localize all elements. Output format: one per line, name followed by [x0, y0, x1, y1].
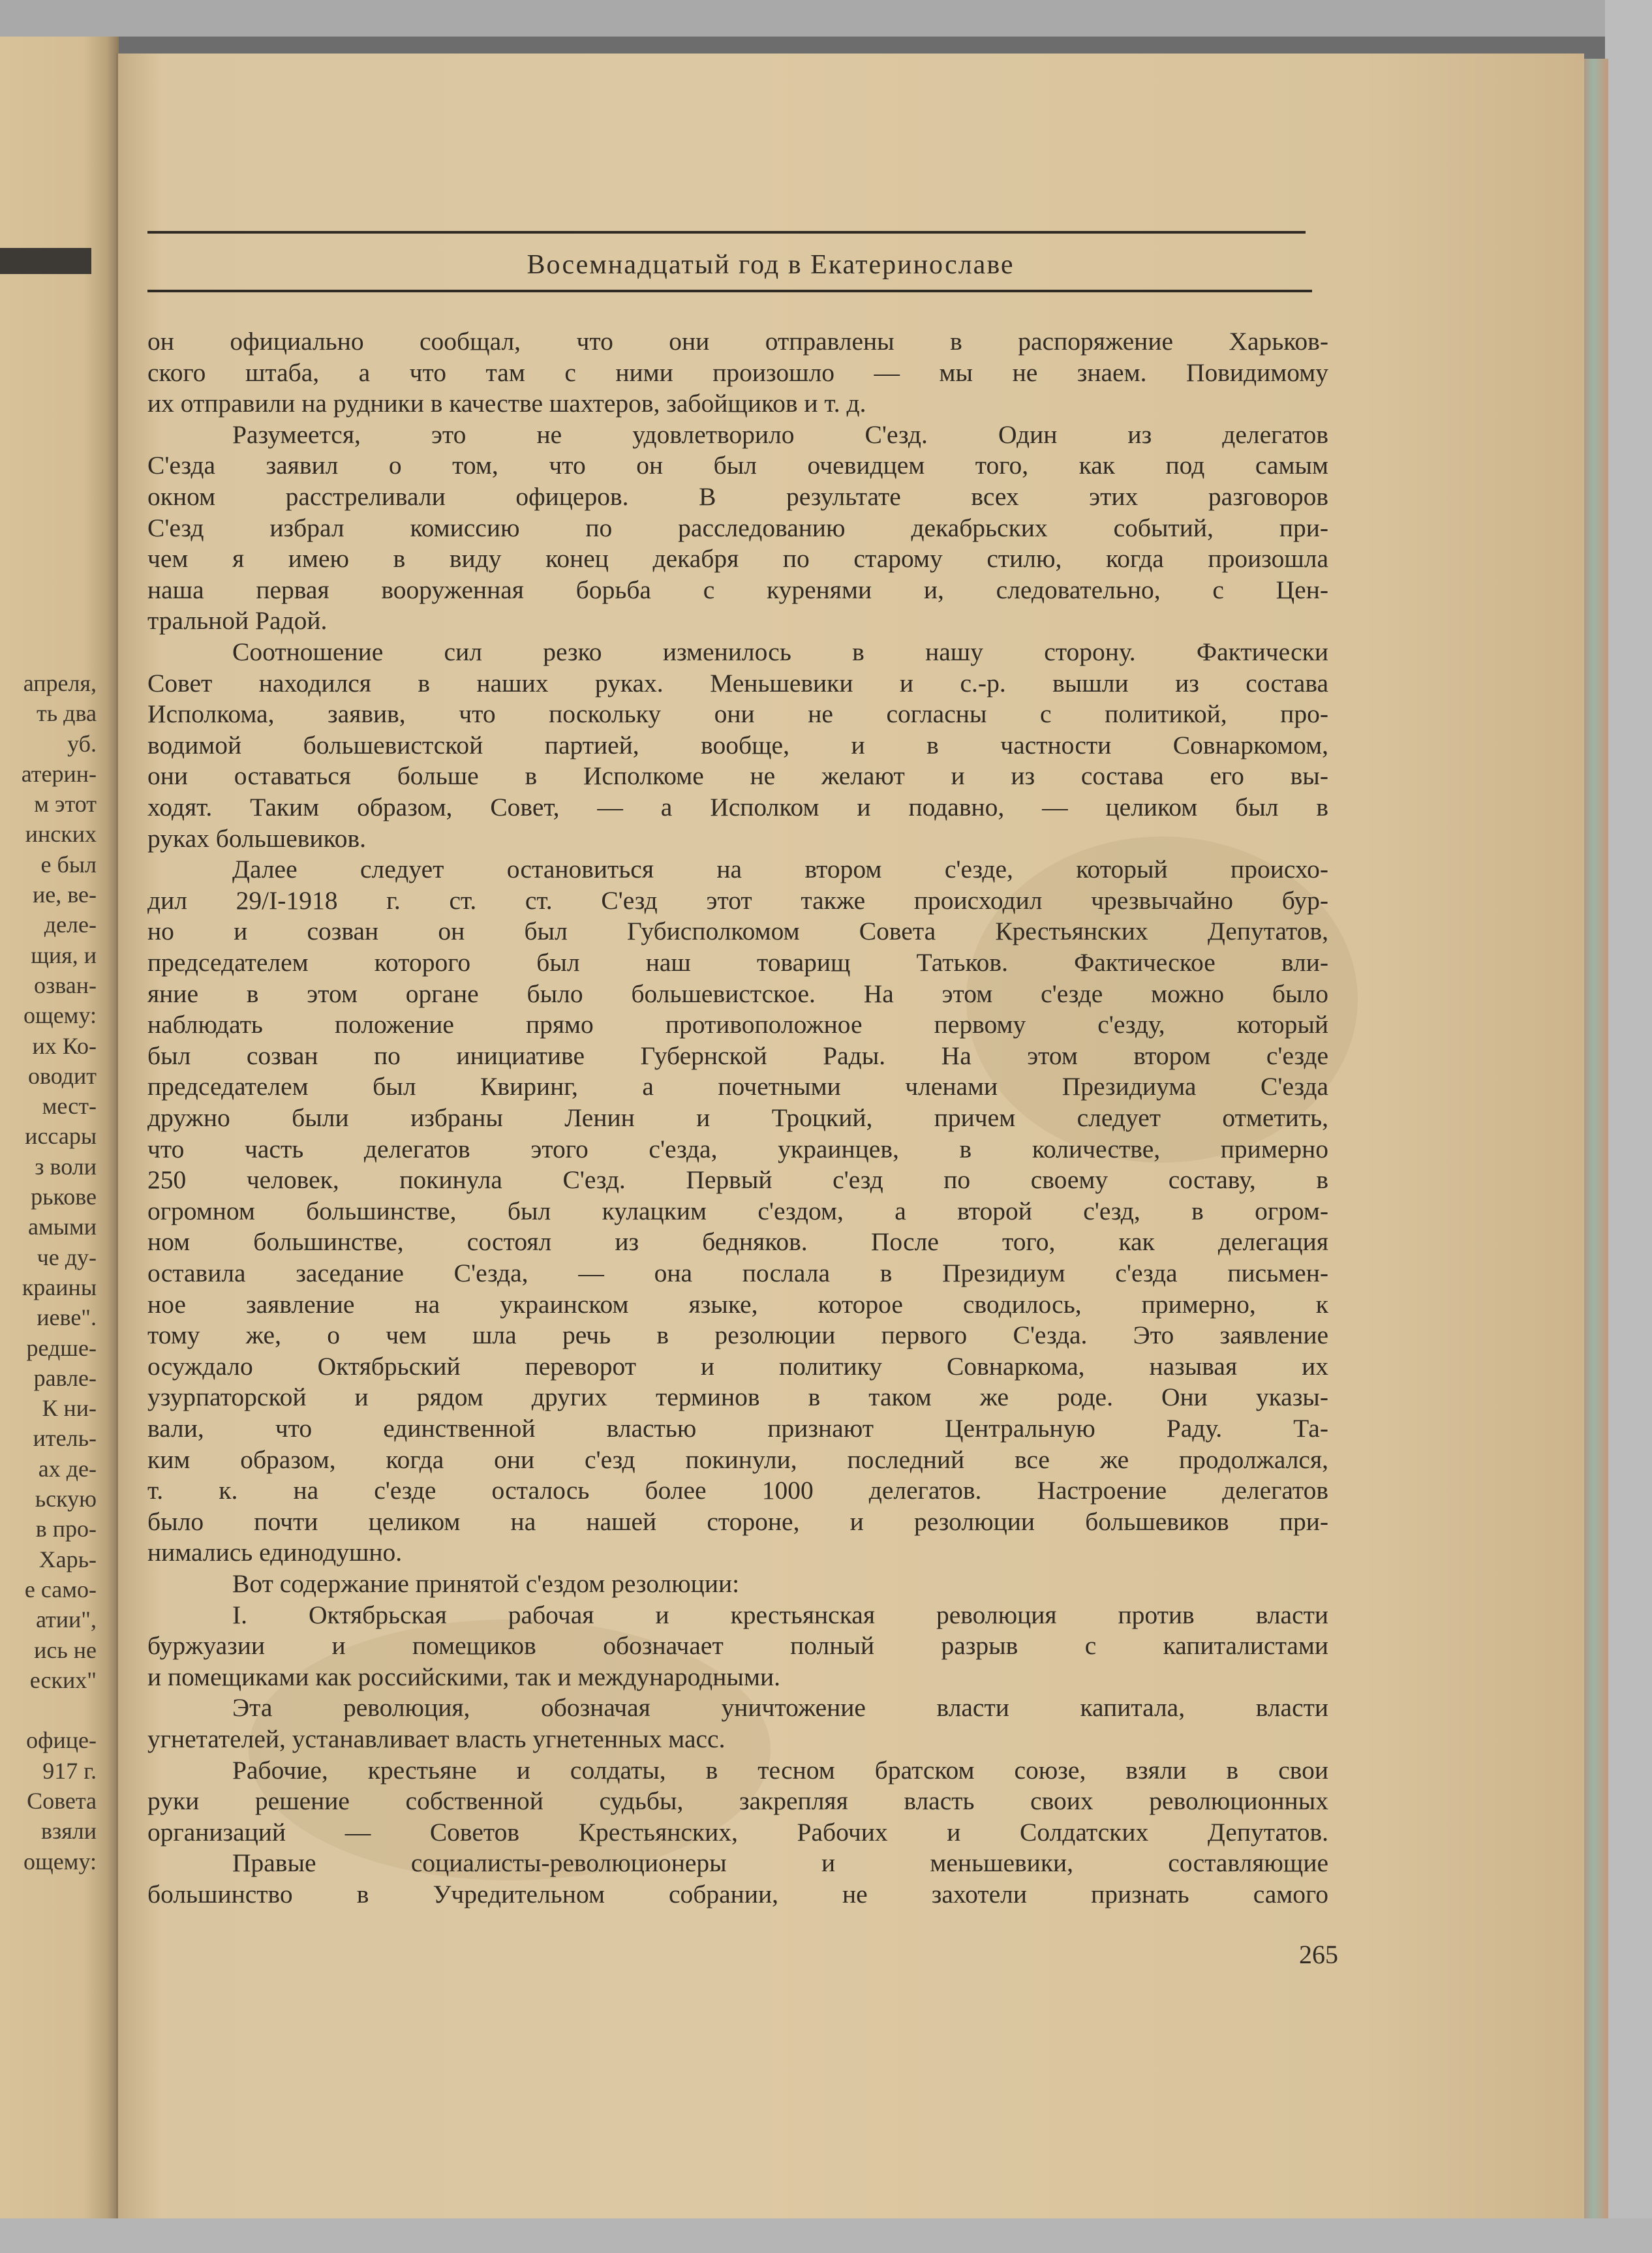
facing-page-left: [0, 37, 119, 2218]
body-line: I. Октябрьская рабочая и крестьянская революция против власти: [232, 1600, 1328, 1629]
scan-background-bottom: [0, 2218, 1652, 2253]
facing-page-line: атии",: [35, 1606, 97, 1633]
body-line: что часть делегатов этого с'езда, украинцев, в количестве, примерно: [147, 1134, 1328, 1163]
facing-page-line: че ду-: [37, 1244, 97, 1270]
facing-page-header-bar: [0, 248, 91, 274]
facing-page-line: краины: [22, 1274, 97, 1300]
facing-page-line: апреля,: [23, 670, 97, 696]
facing-page-line: ие, ве-: [33, 881, 97, 908]
body-line: наблюдать положение прямо противоположное первому с'езду, который: [147, 1010, 1328, 1039]
header-rule-top: [147, 231, 1306, 234]
book-page: [116, 54, 1584, 2218]
facing-page-line: еских": [29, 1666, 97, 1693]
body-line: был созван по инициативе Губернской Рады. На этом втором с'езде: [147, 1041, 1328, 1070]
facing-page-line: озван-: [34, 972, 97, 998]
facing-page-line: з воли: [35, 1153, 97, 1180]
body-line: ходят. Таким образом, Совет, — а Исполком и подавно, — целиком был в: [147, 793, 1328, 821]
body-line: он официально сообщал, что они отправлены в распоряжение Харьков-: [147, 327, 1328, 356]
facing-page-line: ись не: [34, 1636, 97, 1663]
body-line: руках большевиков.: [147, 823, 366, 853]
facing-page-line: амыми: [28, 1214, 97, 1240]
facing-page-line: ьскую: [35, 1486, 97, 1512]
body-line: С'езд избрал комиссию по расследованию декабрьских событий, при-: [147, 513, 1328, 542]
scan-background-top: [0, 0, 1652, 37]
body-line: вали, что единственной властью признают Центральную Раду. Та-: [147, 1414, 1328, 1443]
facing-page-line: К ни-: [42, 1395, 97, 1422]
body-line: дил 29/I-1918 г. ст. ст. С'езд этот также происходил чрезвычайно бур-: [147, 885, 1328, 915]
body-line: ского штаба, а что там с ними произошло — мы не знаем. Повидимому: [147, 358, 1328, 387]
body-line: их отправили на рудники в качестве шахтеров, забойщиков и т. д.: [147, 389, 866, 418]
facing-page-line: иссары: [25, 1123, 97, 1150]
body-line: Совет находился в наших руках. Меньшевики и с.-р. вышли из состава: [147, 668, 1328, 697]
facing-page-line: Совета: [27, 1787, 97, 1814]
body-line: Правые социалисты-революционеры и меньшевики, составляющие: [232, 1848, 1328, 1878]
body-line: ном большинстве, состоял из бедняков. После того, как делегация: [147, 1227, 1328, 1257]
facing-page-line: Харь-: [38, 1546, 97, 1572]
running-title: Восемнадцатый год в Екатеринославе: [527, 250, 1015, 280]
facing-page-line: редше-: [26, 1334, 97, 1361]
page-number: 265: [1299, 1940, 1338, 1969]
body-line: они оставаться больше в Исполкоме не желают и из состава его вы-: [147, 761, 1328, 791]
facing-page-line: атерин-: [21, 760, 97, 787]
body-line: организаций — Советов Крестьянских, Рабочих и Солдатских Депутатов.: [147, 1817, 1328, 1847]
facing-page-line: иеве".: [37, 1304, 97, 1331]
body-line: тральной Радой.: [147, 606, 328, 636]
facing-page-line: рькове: [31, 1184, 97, 1210]
facing-page-line: взяли: [40, 1818, 97, 1845]
facing-page-line: [0, 1695, 97, 1725]
facing-page-text: [0, 668, 97, 1877]
body-line: оставила заседание С'езда, — она послала в Президиум с'езда письмен-: [147, 1259, 1328, 1287]
facing-page-line: е само-: [24, 1576, 97, 1602]
facing-page-line: мест-: [42, 1093, 97, 1120]
body-line: Разумеется, это не удовлетворило С'езд. Один из делегатов: [232, 420, 1328, 449]
body-line: тому же, о чем шла речь в резолюции первого С'езда. Это заявление: [147, 1321, 1328, 1350]
facing-page-line: в про-: [35, 1516, 97, 1542]
facing-page-line: ощему:: [23, 1002, 97, 1029]
body-line: Исполкома, заявив, что поскольку они не согласны с политикой, про-: [147, 699, 1328, 729]
facing-page-line: ть два: [37, 700, 97, 727]
body-line: ким образом, когда они с'езд покинули, последний все же продолжался,: [147, 1445, 1328, 1474]
body-line: наша первая вооруженная борьба с куренями и, следовательно, с Цен-: [147, 575, 1328, 604]
facing-page-line: равле-: [33, 1364, 97, 1391]
body-line: председателем которого был наш товарищ Татьков. Фактическое вли-: [147, 948, 1328, 977]
body-line: председателем был Квиринг, а почетными членами Президиума С'езда: [147, 1072, 1328, 1101]
body-line: узурпаторской и рядом других терминов в таком же роде. Они указы-: [147, 1383, 1328, 1412]
facing-page-line: щия, и: [31, 942, 97, 968]
facing-page-line: ах де-: [38, 1455, 97, 1482]
scan-background-right: [1605, 0, 1652, 2253]
header-rule-bottom: [147, 290, 1312, 292]
body-line: Далее следует остановиться на втором с'езде, который происхо-: [232, 855, 1328, 884]
body-line: угнетателей, устанавливает власть угнетенных масс.: [147, 1724, 726, 1753]
body-line: яние в этом органе было большевистское. На этом с'езде можно было: [147, 979, 1328, 1008]
body-line: т. к. на с'езде осталось более 1000 делегатов. Настроение делегатов: [147, 1476, 1328, 1505]
facing-page-line: деле-: [44, 912, 97, 938]
body-line: окном расстреливали офицеров. В результате всех этих разговоров: [147, 482, 1328, 511]
body-line: нимались единодушно.: [147, 1538, 403, 1567]
body-line: чем я имею в виду конец декабря по старому стилю, когда произошла: [147, 544, 1328, 574]
body-line: Вот содержание принятой с'ездом резолюции:: [232, 1569, 740, 1598]
facing-page-line: итель-: [33, 1425, 97, 1452]
body-line: руки решение собственной судьбы, закрепляя власть своих революционных: [147, 1786, 1328, 1816]
body-line: большинство в Учредительном собрании, не захотели признать самого: [147, 1880, 1328, 1908]
body-line: водимой большевистской партией, вообще, и в частности Совнаркомом,: [147, 730, 1328, 759]
facing-page-line: их Ко-: [32, 1032, 97, 1059]
body-line: но и созван он был Губисполкомом Совета Крестьянских Депутатов,: [147, 917, 1328, 946]
body-line: было почти целиком на нашей стороне, и резолюции большевиков при-: [147, 1507, 1328, 1536]
body-line: 250 человек, покинула С'езд. Первый с'езд по своему составу, в: [147, 1165, 1328, 1195]
facing-page-line: 917 г.: [42, 1757, 97, 1784]
facing-page-line: е был: [40, 851, 97, 878]
facing-page-line: офице-: [26, 1727, 97, 1754]
body-line: огромном большинстве, был кулацким с'ездом, а второй с'езд, в огром-: [147, 1196, 1328, 1225]
facing-page-line: уб.: [67, 730, 97, 757]
body-line: дружно были избраны Ленин и Троцкий, причем следует отметить,: [147, 1103, 1328, 1132]
body-line: Эта революция, обозначая уничтожение власти капитала, власти: [232, 1693, 1328, 1723]
body-line: осуждало Октябрьский переворот и политику Совнаркома, называя их: [147, 1351, 1328, 1381]
facing-page-line: ощему:: [23, 1848, 97, 1875]
body-line: С'езда заявил о том, что он был очевидцем того, как под самым: [147, 451, 1328, 480]
facing-page-line: м этот: [34, 791, 97, 818]
facing-page-line: оводит: [27, 1062, 97, 1089]
facing-page-line: инских: [25, 821, 97, 848]
body-line: Рабочие, крестьяне и солдаты, в тесном братском союзе, взяли в свои: [232, 1755, 1328, 1785]
body-line: Соотношение сил резко изменилось в нашу сторону. Фактически: [232, 637, 1328, 666]
body-line: буржуазии и помещиков обозначает полный разрыв с капиталистами: [147, 1631, 1328, 1661]
body-line: и помещиками как российскими, так и международными.: [147, 1662, 780, 1691]
body-line: ное заявление на украинском языке, которое сводилось, примерно, к: [147, 1289, 1328, 1319]
